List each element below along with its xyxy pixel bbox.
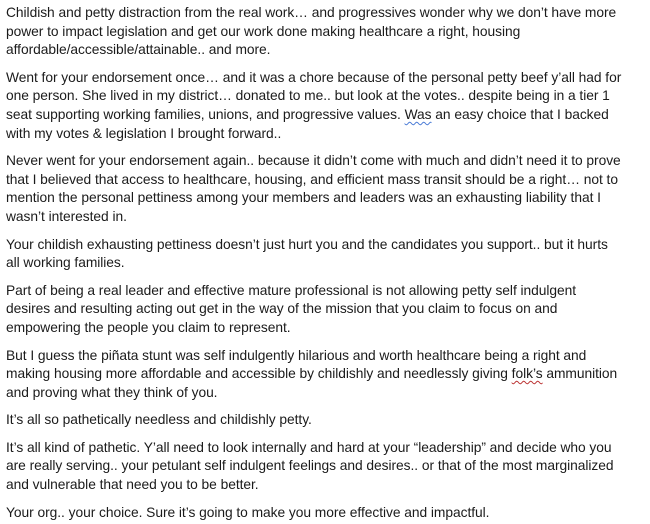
paragraph-3-line-2: that I believed that access to healthcare, housing, and efficient mass transit should be a right… not to bbox=[6, 171, 618, 187]
paragraph-5 bbox=[6, 282, 646, 338]
paragraph-2-line-3-end: an easy choice that I backed bbox=[431, 106, 609, 122]
paragraph-3-line-1: Never went for your endorsement again.. because it didn’t come with much and didn’t need it to prove bbox=[6, 153, 621, 169]
paragraph-2-line-3 bbox=[6, 106, 646, 125]
paragraph-3-line-3: mention the personal pettiness among your members and leaders was an exhausting liability that I bbox=[6, 190, 601, 206]
paragraph-6-line-1: But I guess the piñata stunt was self indulgently hilarious and worth healthcare being a right and bbox=[6, 347, 587, 363]
paragraph-4-line-2: all working families. bbox=[6, 255, 125, 271]
paragraph-7 bbox=[6, 411, 646, 430]
paragraph-2 bbox=[6, 69, 646, 143]
spelling-flagged-word[interactable]: folk’s bbox=[511, 366, 543, 382]
paragraph-4 bbox=[6, 236, 646, 273]
paragraph-8-line-1: It’s all kind of pathetic. Y’all need to look internally and hard at your “leadership” and decide who you bbox=[6, 439, 612, 455]
paragraph-5-line-1: Part of being a real leader and effective mature professional is not allowing petty self indulgent bbox=[6, 282, 577, 298]
paragraph-2-line-1: Went for your endorsement once… and it was a chore because of the personal petty beef y’all had for bbox=[6, 69, 622, 85]
paragraph-5-line-3: empowering the people you claim to represent. bbox=[6, 319, 291, 335]
paragraph-8-line-2: are really serving.. your petulant self indulgent feelings and desires.. or that of the most marginalized bbox=[6, 458, 614, 474]
paragraph-7-line-1: It’s all so pathetically needless and childishly petty. bbox=[6, 412, 312, 428]
paragraph-1 bbox=[6, 4, 646, 60]
paragraph-1-line-3: affordable/accessible/attainable.. and more. bbox=[6, 42, 271, 58]
paragraph-2-line-2: one person. She lived in my district… donated to me.. but look at the votes.. despite being in a tier 1 bbox=[6, 88, 610, 104]
paragraph-4-line-1: Your childish exhausting pettiness doesn’t just hurt you and the candidates you support.. but it hurts bbox=[6, 236, 608, 252]
paragraph-6-line-2-end: ammunition bbox=[542, 366, 618, 382]
paragraph-2-line-4: with my votes & legislation I brought forward.. bbox=[6, 125, 282, 141]
paragraph-8-line-3: and vulnerable that need you to be better. bbox=[6, 477, 259, 493]
paragraph-8 bbox=[6, 439, 646, 495]
paragraph-6-line-3: and proving what they think of you. bbox=[6, 384, 218, 400]
paragraph-1-line-2: power to impact legislation and get our work done making healthcare a right, housing bbox=[6, 23, 521, 39]
paragraph-6 bbox=[6, 347, 646, 403]
paragraph-5-line-2: desires and resulting acting out get in the way of the mission that you claim to focus on and bbox=[6, 301, 558, 317]
paragraph-1-line-1: Childish and petty distraction from the real work… and progressives wonder why we don’t have more bbox=[6, 5, 617, 20]
paragraph-3-line-4: wasn’t interested in. bbox=[6, 208, 127, 224]
paragraph-6-line-2 bbox=[6, 365, 646, 384]
paragraph-9 bbox=[6, 504, 646, 523]
paragraph-9-line-1: Your org.. your choice. Sure it’s going to make you more effective and impactful. bbox=[6, 504, 490, 520]
paragraph-6-line-2-start: making housing more affordable and accessible by childishly and needlessly giving bbox=[6, 366, 512, 382]
paragraph-3 bbox=[6, 152, 646, 226]
grammar-flagged-word[interactable]: Was bbox=[404, 106, 432, 122]
paragraph-2-line-3-start: seat supporting working families, unions, and progressive values. bbox=[6, 106, 401, 122]
